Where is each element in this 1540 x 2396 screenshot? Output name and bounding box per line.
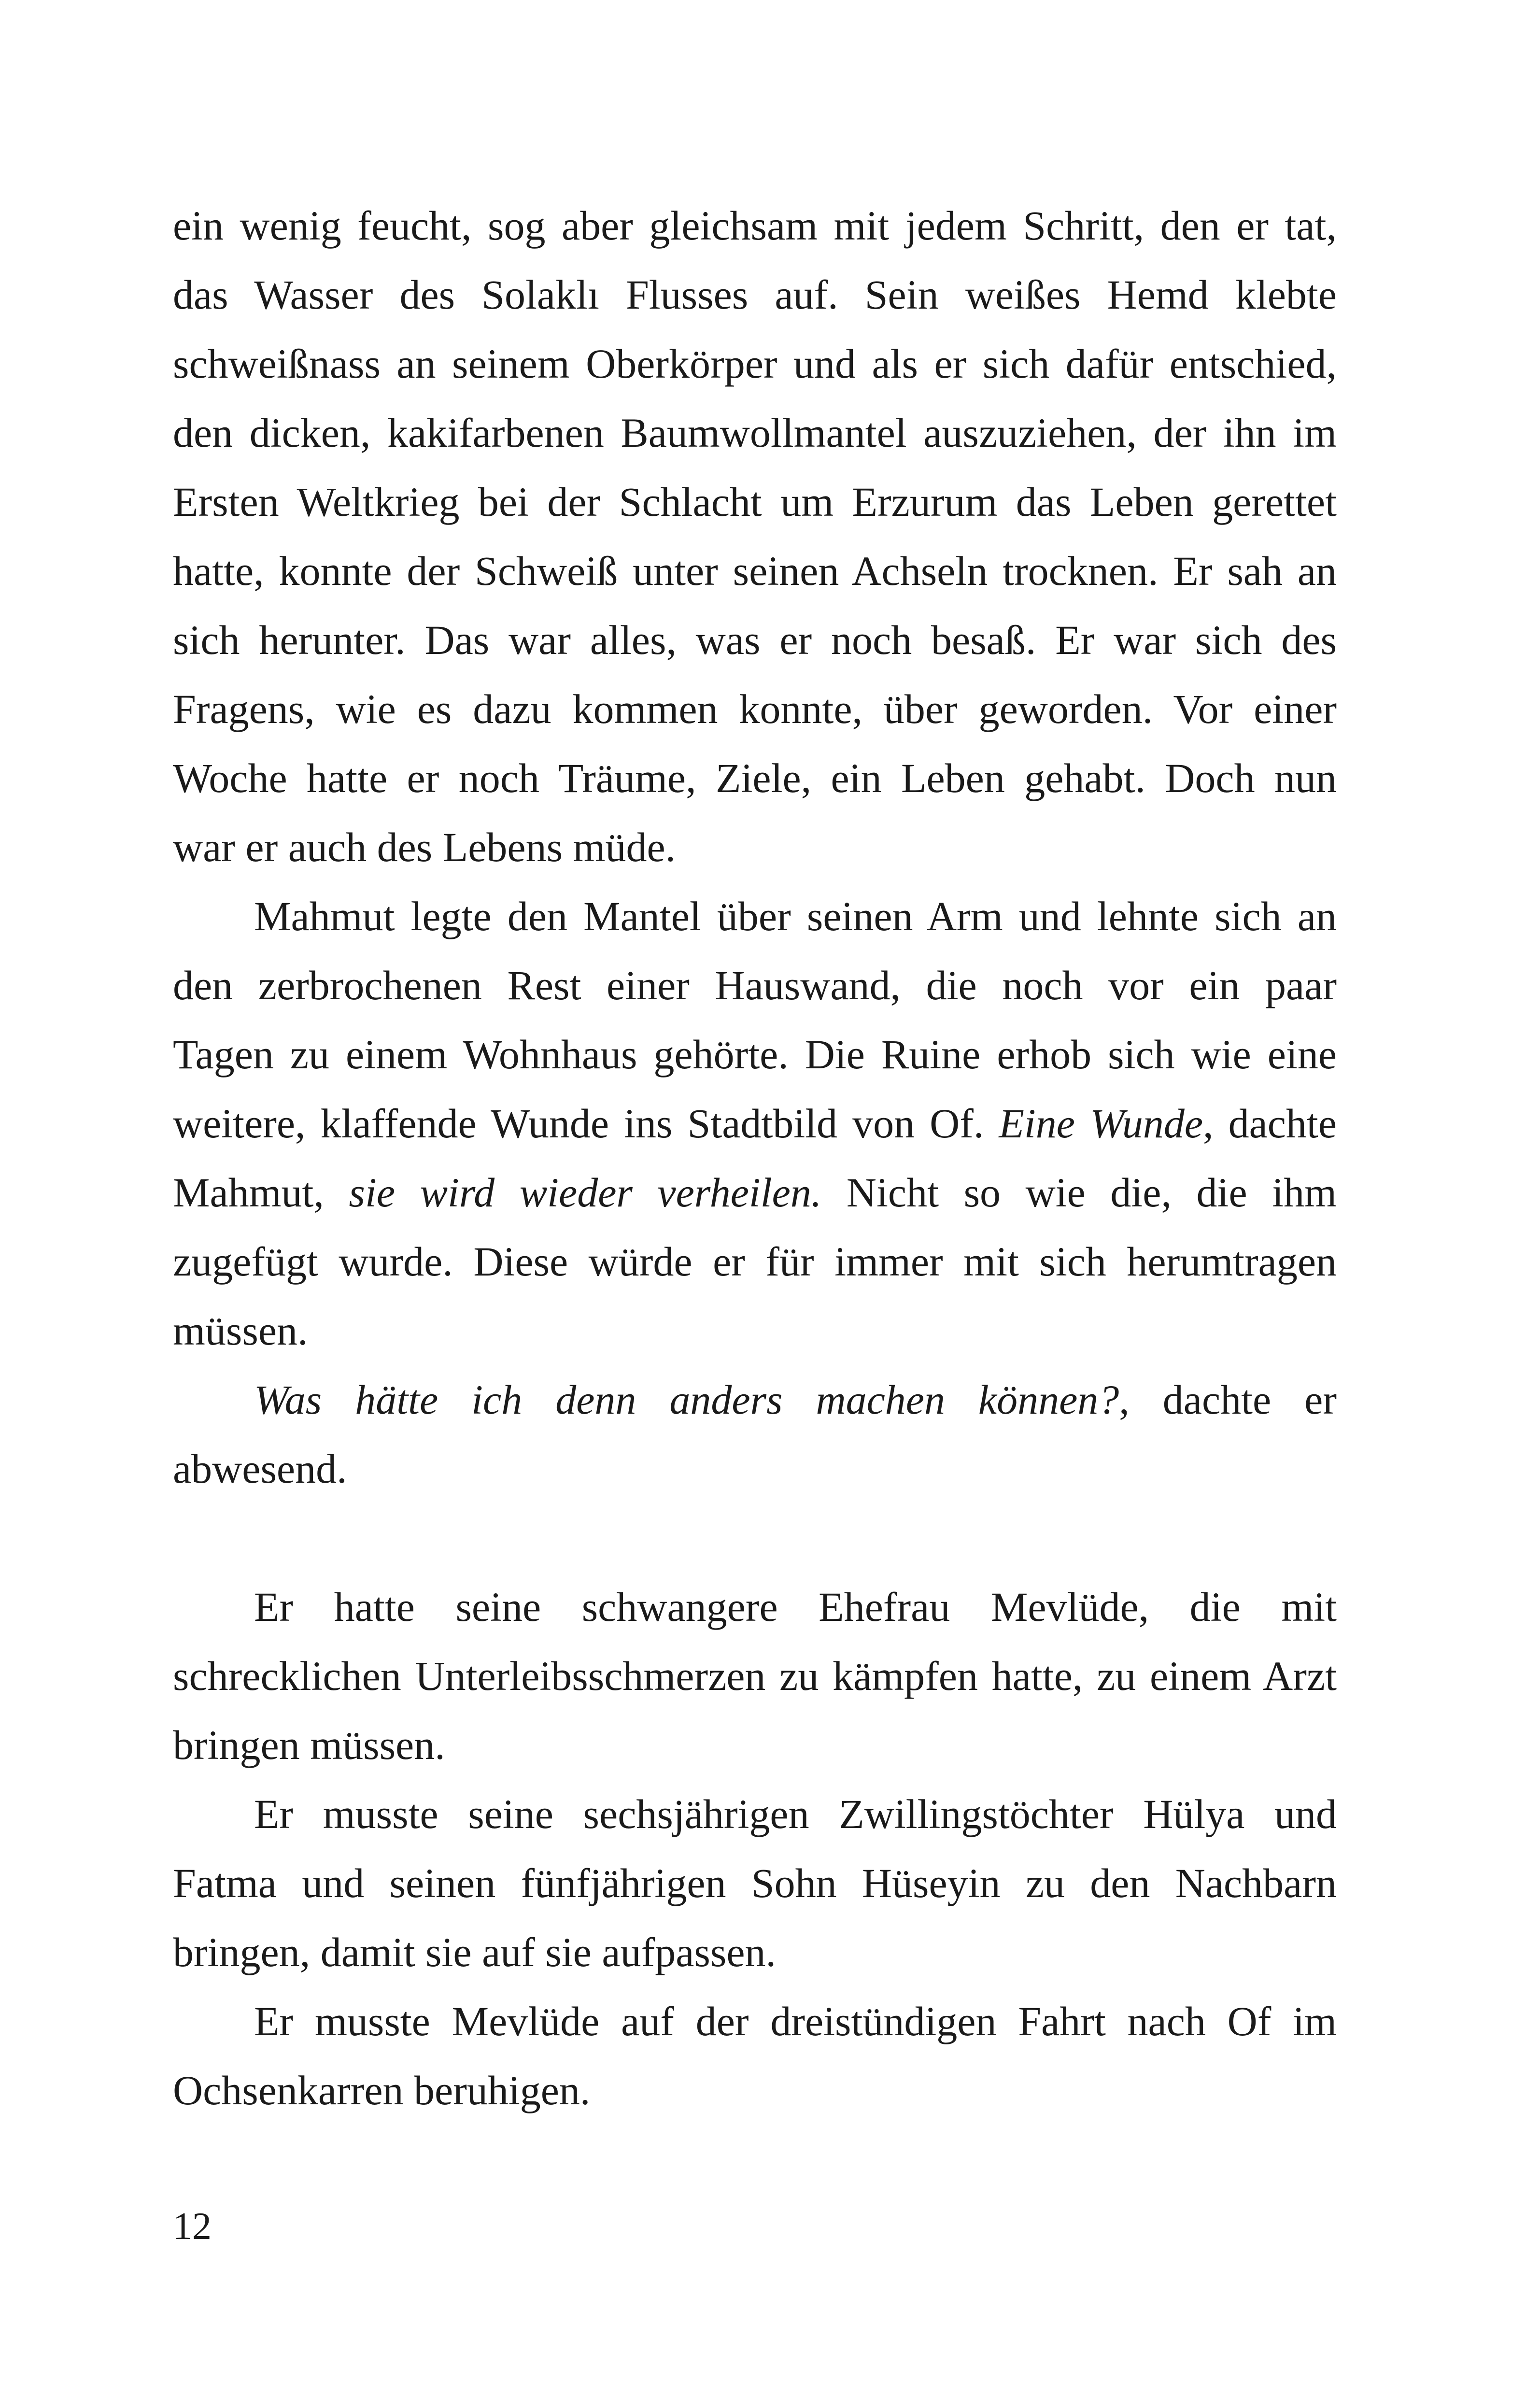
text-line [173, 1434, 1337, 1503]
text-span: , dachte [1203, 1100, 1337, 1147]
text-line [173, 1780, 1337, 1849]
text-span: Ochsenkarren beruhigen. [173, 2067, 591, 2113]
text-line [173, 191, 1337, 260]
text-line [173, 1227, 1337, 1296]
text-line [173, 813, 1337, 882]
text-span: müssen. [173, 1307, 308, 1354]
text-span: Ersten Weltkrieg bei der Schlacht um Erzurum das Leben gerettet [173, 479, 1337, 525]
text-span: schweißnass an seinem Oberkörper und als er sich dafür entschied, [173, 340, 1337, 387]
italic-span: Was hätte ich denn anders machen können? [254, 1376, 1119, 1423]
text-line [173, 2056, 1337, 2125]
text-line [173, 744, 1337, 813]
text-line [173, 1918, 1337, 1987]
text-span: zugefügt wurde. Diese würde er für immer mit sich herumtragen [173, 1238, 1337, 1285]
text-span: bringen müssen. [173, 1722, 445, 1768]
text-span: abwesend. [173, 1446, 347, 1492]
text-span: Er musste seine sechsjährigen Zwillingstöchter Hülya und [254, 1791, 1337, 1837]
text-span: Fatma und seinen fünfjährigen Sohn Hüseyin zu den Nachbarn [173, 1860, 1337, 1906]
text-line [173, 1365, 1337, 1434]
text-span: Er hatte seine schwangere Ehefrau Mevlüde, die mit [254, 1584, 1337, 1630]
text-span: Mahmut, [173, 1169, 349, 1216]
text-line [173, 882, 1337, 951]
text-span: Fragens, wie es dazu kommen konnte, über geworden. Vor einer [173, 686, 1337, 732]
text-line [173, 606, 1337, 675]
text-line [173, 1987, 1337, 2056]
page-number: 12 [173, 2205, 212, 2248]
text-line [173, 951, 1337, 1020]
text-span: den dicken, kakifarbenen Baumwollmantel auszuziehen, der ihn im [173, 410, 1337, 456]
text-span: Nicht so wie die, die ihm [821, 1169, 1337, 1216]
text-span: Tagen zu einem Wohnhaus gehörte. Die Ruine erhob sich wie eine [173, 1031, 1337, 1077]
text-line [173, 1642, 1337, 1711]
text-line [173, 1573, 1337, 1642]
text-line [173, 1089, 1337, 1158]
text-span: war er auch des Lebens müde. [173, 824, 676, 870]
text-span: das Wasser des Solaklı Flusses auf. Sein weißes Hemd klebte [173, 271, 1337, 318]
text-span: Woche hatte er noch Träume, Ziele, ein Leben gehabt. Doch nun [173, 755, 1337, 801]
text-line [173, 329, 1337, 398]
text-span: schrecklichen Unterleibsschmerzen zu kämpfen hatte, zu einem Arzt [173, 1653, 1337, 1699]
text-span: weitere, klaffende Wunde ins Stadtbild von Of. [173, 1100, 999, 1147]
text-line [173, 260, 1337, 329]
text-span: sich herunter. Das war alles, was er noch besaß. Er war sich des [173, 617, 1337, 663]
text-line [173, 1020, 1337, 1089]
text-line [173, 537, 1337, 606]
text-line [173, 468, 1337, 537]
text-span: bringen, damit sie auf sie aufpassen. [173, 1929, 777, 1975]
text-span: den zerbrochenen Rest einer Hauswand, die noch vor ein paar [173, 962, 1337, 1008]
text-line [173, 1711, 1337, 1780]
text-span: ein wenig feucht, sog aber gleichsam mit jedem Schritt, den er tat, [173, 202, 1337, 249]
text-span: hatte, konnte der Schweiß unter seinen Achseln trocknen. Er sah an [173, 548, 1337, 594]
text-span: , dachte er [1119, 1376, 1337, 1423]
text-span: Er musste Mevlüde auf der dreistündigen Fahrt nach Of im [254, 1998, 1337, 2044]
text-line [173, 1158, 1337, 1227]
text-line [173, 675, 1337, 744]
text-line [173, 1849, 1337, 1918]
italic-span: sie wird wieder verheilen. [349, 1169, 822, 1216]
section-break [173, 1503, 1337, 1573]
text-line [173, 398, 1337, 468]
text-span: Mahmut legte den Mantel über seinen Arm und lehnte sich an [254, 893, 1337, 939]
italic-span: Eine Wunde [999, 1100, 1203, 1147]
text-line [173, 1296, 1337, 1365]
body-text [173, 191, 1337, 2125]
